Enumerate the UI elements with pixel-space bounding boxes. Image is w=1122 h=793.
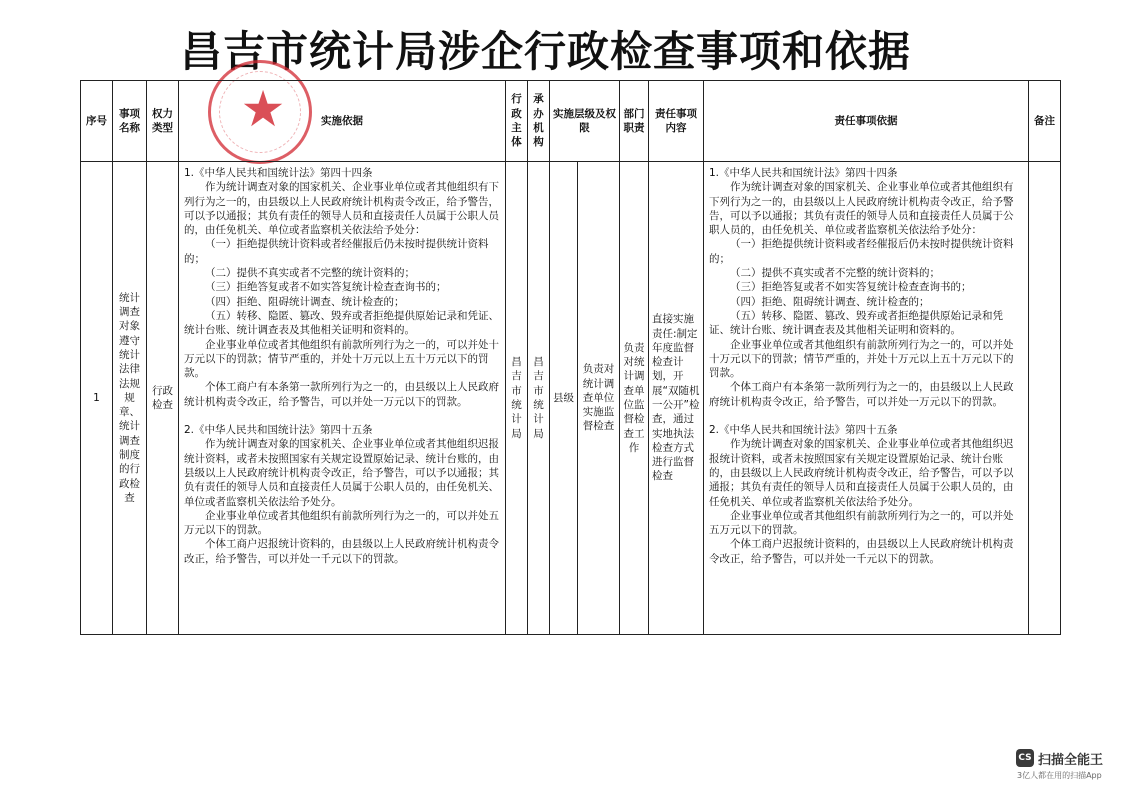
basis-art44-title: 1.《中华人民共和国统计法》第四十四条 — [184, 167, 373, 179]
resp-art45-para3: 个体工商户迟报统计资料的，由县级以上人民政府统计机构责令改正，给予警告，可以并处一千元以下的罚款。 — [709, 538, 1014, 565]
basis-art45-intro: 作为统计调查对象的国家机关、企业事业单位或者其他组织迟报统计资料，或者未按照国家有关规定设置原始记录、统计台账的，由县级以上人民政府统计机构责令改正，给予警告，可以予以通报；其负有责任的领导人员和直接责任人员属于公职人员的，由任免机关、单位或者监察机关依法给予处分。 — [184, 438, 499, 508]
header-dept-duty: 部门职责 — [620, 81, 649, 162]
resp-art45-title: 2.《中华人民共和国统计法》第四十五条 — [709, 424, 898, 437]
resp-art45-para2: 企业事业单位或者其他组织有前款所列行为之一的，可以并处五万元以下的罚款。 — [709, 509, 1014, 537]
table-header-row — [81, 81, 1061, 162]
header-seq: 序号 — [81, 81, 113, 162]
cell-resp-content: 直接实施责任:制定年度监督检查计划，开展“双随机一公开”检查，通过实地执法检查方式进行监督检查 — [649, 162, 704, 635]
header-admin-subject: 行政主体 — [506, 81, 528, 162]
resp-art45-intro: 作为统计调查对象的国家机关、企业事业单位或者其他组织迟报统计资料，或者未按照国家有关规定设置原始记录、统计台账的，由县级以上人民政府统计机构责令改正，给予警告，可以予以通报；其负有责任的领导人员和直接责任人员属于公职人员的，由任免机关、单位或者监察机关依法给予处分。 — [709, 438, 1014, 508]
header-resp-content: 责任事项内容 — [649, 81, 704, 162]
cell-item-name: 统计调查对象遵守统计法律法规规章、统计调查制度的行政检查 — [113, 162, 147, 635]
resp-art44-para2: 企业事业单位或者其他组织有前款所列行为之一的，可以并处十万元以下的罚款；情节严重的，并处十万元以上五十万元以下的罚款。 — [709, 338, 1014, 380]
seal-star-icon: ★ — [240, 80, 286, 138]
cell-level-power: 负责对统计调查单位实施监督检查 — [578, 162, 620, 635]
document-title: 昌吉市统计局涉企行政检查事项和依据 — [180, 27, 912, 76]
scanner-watermark — [1016, 749, 1103, 767]
cell-level: 县级 — [550, 162, 578, 635]
basis-art44-item5: （五）转移、隐匿、篡改、毁弃或者拒绝提供原始记录和凭证、统计台账、统计调查表及其他相关证明和资料的。 — [184, 309, 499, 337]
cell-admin-subject: 昌吉市统计局 — [506, 162, 528, 635]
cell-dept-duty: 负责对统计调查单位监督检查工作 — [620, 162, 649, 635]
header-level: 实施层级及权限 — [550, 81, 620, 162]
resp-art44-intro: 作为统计调查对象的国家机关、企业事业单位或者其他组织有下列行为之一的，由县级以上人民政府统计机构责令改正，给予警告，可以予以通报；其负有责任的领导人员和直接责任人员属于公职人员的，由任免机关、单位或者监察机关依法给予处分： — [709, 181, 1014, 237]
header-power-type: 权力类型 — [147, 81, 179, 162]
header-remarks: 备注 — [1029, 81, 1061, 162]
basis-art44-item2: （二）提供不真实或者不完整的统计资料的； — [205, 267, 415, 280]
cell-power-type: 行政检查 — [147, 162, 179, 635]
header-resp-basis: 责任事项依据 — [704, 81, 1029, 162]
table-row — [81, 162, 1061, 635]
basis-art45-title: 2.《中华人民共和国统计法》第四十五条 — [184, 424, 373, 437]
scanner-brand-name: 扫描全能王 — [1038, 752, 1104, 768]
resp-art44-title: 1.《中华人民共和国统计法》第四十四条 — [709, 167, 898, 179]
inspection-items-table — [80, 80, 1061, 635]
basis-art44-para2: 企业事业单位或者其他组织有前款所列行为之一的，可以并处十万元以下的罚款；情节严重的，并处十万元以上五十万元以下的罚款。 — [184, 338, 499, 380]
header-basis: 实施依据 — [179, 81, 506, 162]
cell-remarks — [1029, 162, 1061, 635]
resp-art44-item4: （四）拒绝、阻碍统计调查、统计检查的； — [730, 295, 930, 308]
header-item-name: 事项名称 — [113, 81, 147, 162]
cell-seq: 1 — [81, 162, 113, 635]
basis-art44-para3: 个体工商户有本条第一款所列行为之一的，由县级以上人民政府统计机构责令改正，给予警告，可以并处一万元以下的罚款。 — [184, 381, 499, 408]
resp-art44-para3: 个体工商户有本条第一款所列行为之一的，由县级以上人民政府统计机构责令改正，给予警告，可以并处一万元以下的罚款。 — [709, 381, 1014, 408]
resp-art44-item5: （五）转移、隐匿、篡改、毁弃或者拒绝提供原始记录和凭证、统计台账、统计调查表及其他相关证明和资料的。 — [709, 309, 1003, 337]
resp-art44-item2: （二）提供不真实或者不完整的统计资料的； — [730, 267, 940, 280]
scanner-logo-icon: CS — [1016, 749, 1034, 767]
basis-art45-para3: 个体工商户迟报统计资料的，由县级以上人民政府统计机构责令改正，给予警告，可以并处一千元以下的罚款。 — [184, 538, 499, 565]
basis-art44-item4: （四）拒绝、阻碍统计调查、统计检查的； — [205, 295, 405, 308]
basis-art45-para2: 企业事业单位或者其他组织有前款所列行为之一的，可以并处五万元以下的罚款。 — [184, 509, 499, 537]
resp-art44-item1: （一）拒绝提供统计资料或者经催报后仍未按时提供统计资料的； — [709, 238, 1014, 265]
basis-art44-item1: （一）拒绝提供统计资料或者经催报后仍未按时提供统计资料的； — [184, 238, 489, 265]
cell-basis — [179, 162, 506, 635]
cell-resp-basis — [704, 162, 1029, 635]
header-undertaking: 承办机构 — [528, 81, 550, 162]
basis-art44-item3: （三）拒绝答复或者不如实答复统计检查查询书的； — [205, 281, 447, 294]
basis-art44-intro: 作为统计调查对象的国家机关、企业事业单位或者其他组织有下列行为之一的，由县级以上人民政府统计机构责令改正，给予警告，可以予以通报；其负有责任的领导人员和直接责任人员属于公职人员的，由任免机关、单位或者监察机关依法给予处分： — [184, 181, 499, 237]
scanner-tagline: 3亿人都在用的扫描App — [1017, 771, 1102, 780]
cell-undertaking: 昌吉市统计局 — [528, 162, 550, 635]
resp-art44-item3: （三）拒绝答复或者不如实答复统计检查查询书的； — [730, 281, 972, 294]
